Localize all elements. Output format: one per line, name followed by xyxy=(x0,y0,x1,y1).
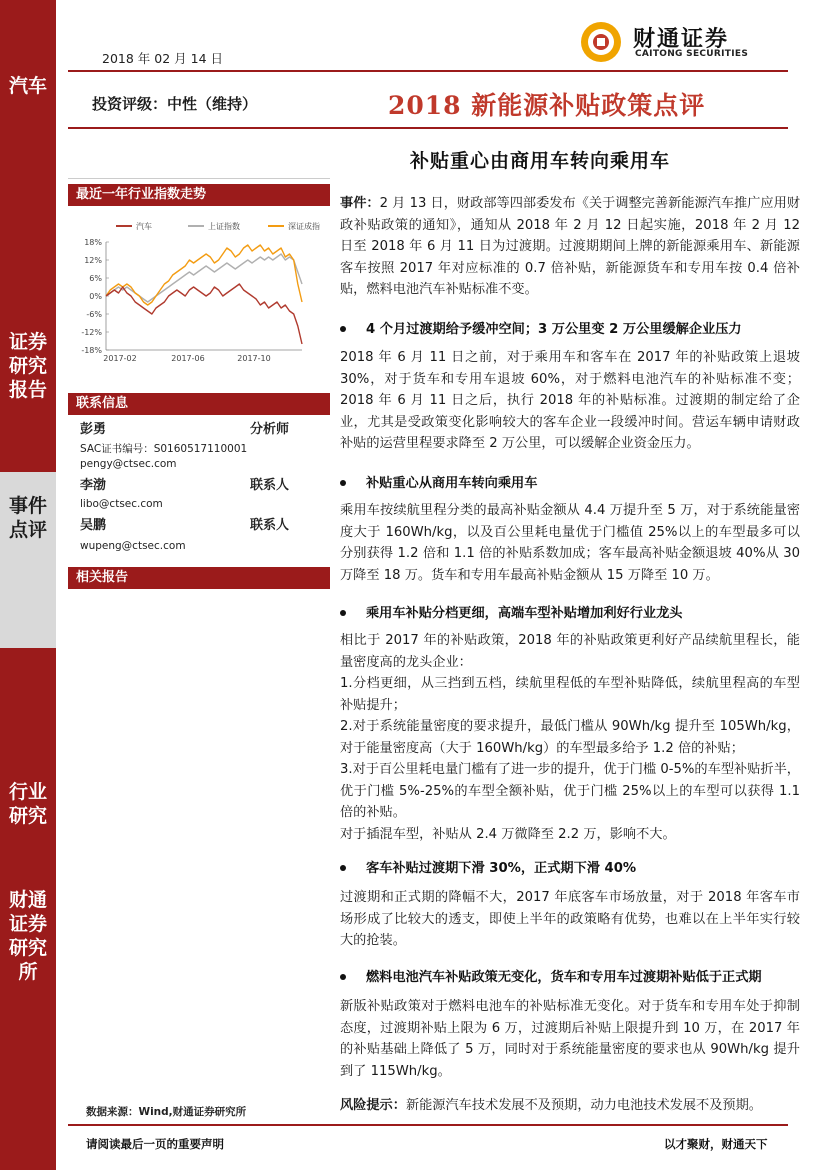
bullet-heading xyxy=(340,472,537,491)
bullet-heading-text: 乘用车补贴分档更细，高端车型补贴增加利好行业龙头 xyxy=(366,606,683,621)
footer-slogan: 以才聚财，财通天下 xyxy=(664,1137,768,1151)
bullet-icon xyxy=(340,865,346,871)
chart-lines xyxy=(106,245,302,344)
risk-paragraph xyxy=(340,1095,800,1117)
paragraph: 2.对于系统能量密度的要求提升，最低门槛从 90Wh/kg 提升至 105Wh/kg，对于能量密度高（大于 160Wh/kg）的车型最多给予 1.2 倍的补贴； xyxy=(340,719,800,756)
bullet-heading-text: 燃料电池汽车补贴政策无变化，货车和专用车过渡期补贴低于正式期 xyxy=(366,970,762,985)
footer-divider xyxy=(68,1124,788,1126)
bullet-icon xyxy=(340,974,346,980)
contact-email[interactable]: libo@ctsec.com xyxy=(80,498,163,510)
x-tick-label: 2017-02 xyxy=(103,354,137,363)
contact-role: 分析师 xyxy=(250,422,290,437)
y-tick-label: 18% xyxy=(84,238,102,247)
header-divider xyxy=(68,70,788,72)
logo-text-en: CAITONG SECURITIES xyxy=(635,49,749,59)
logo-text-cn: 财通证券 xyxy=(633,26,730,52)
paragraph: 乘用车按续航里程分类的最高补贴金额从 4.4 万提升至 5 万，对于系统能量密度大于 160Wh/kg，以及百公里耗电量优于门槛值 25%以上的车型最多可以分别获得 1.2 倍和 1.1 倍的补贴系数加成；客车最高补贴金额退坡 40%从 30 万降至 18 万。货车和专用车最高补贴金额从 15 万降至 10 万。 xyxy=(340,503,800,583)
x-tick-label: 2017-06 xyxy=(171,354,205,363)
sidebar-team: 行业研究 xyxy=(8,781,47,827)
contact-role: 联系人 xyxy=(250,478,290,493)
risk-label: 风险提示： xyxy=(340,1098,406,1113)
paragraph: 2018 年 6 月 11 日之前，对于乘用车和客车在 2017 年的补贴政策上退坡 30%，对于货车和专用车退坡 60%，对于燃料电池汽车的补贴标准不变；2018 年 6 月 11 日之后，执行 2018 年的补贴标准。过渡期的制定给了企业，尤其是受政策变化影响较大的客车企业一段缓冲时间。营运车辆申请财政补贴的运营里程要求降至 2 万公里，可以缓解企业资金压力。 xyxy=(340,350,800,451)
y-tick-label: 0% xyxy=(89,292,102,301)
report-subtitle: 补贴重心由商用车转向乘用车 xyxy=(410,150,671,172)
contact-role: 联系人 xyxy=(250,518,290,533)
contact-sac: SAC证书编号：S0160517110001 xyxy=(80,443,248,455)
paragraph: 1.分档更细，从三挡到五档，续航里程低的车型补贴降低，续航里程高的车型补贴提升； xyxy=(340,676,800,713)
sidebar-report-type: 证券研究报告 xyxy=(8,331,47,401)
contact-section-header: 联系信息 xyxy=(68,393,330,415)
logo-icon xyxy=(579,20,623,64)
paragraph: 过渡期和正式期的降幅不大，2017 年底客车市场放量，对于 2018 年客车市场形成了比较大的透支，即使上半年的政策略有优势，也难以在上半年实行较大的抢装。 xyxy=(340,890,800,948)
series-line-2 xyxy=(106,245,302,305)
legend-label: 深证成指 xyxy=(288,222,320,231)
paragraph: 新版补贴政策对于燃料电池车的补贴标准无变化。对于货车和专用车处于抑制态度，过渡期补贴上限为 6 万，过渡期后补贴上限提升到 10 万，在 2017 年的补贴基础上降低了 5 万，同时对于系统能量密度的要求也从 90Wh/kg 提升到了 115Wh/kg。 xyxy=(340,999,800,1079)
contact-email[interactable]: wupeng@ctsec.com xyxy=(80,540,186,552)
bullet-heading xyxy=(340,318,742,337)
event-label: 事件： xyxy=(340,196,380,211)
y-tick-label: 12% xyxy=(84,256,102,265)
sidebar-category: 事件点评 xyxy=(8,495,47,541)
sidebar-category-box xyxy=(0,472,56,648)
sidebar-institute: 财通证券研究所 xyxy=(8,889,47,983)
bullet-heading-text: 补贴重心从商用车转向乘用车 xyxy=(366,476,538,491)
data-source: 数据来源：Wind,财通证券研究所 xyxy=(86,1106,247,1118)
index-trend-chart xyxy=(70,212,330,372)
event-text: 2 月 13 日，财政部等四部委发布《关于调整完善新能源汽车推广应用财政补贴政策的通知》，通知从 2018 年 2 月 12 日起实施，2018 年 2 月 12 日至 2018 年 6 月 11 日为过渡期。过渡期期间上牌的新能源乘用车、新能源客车按照 2017 年对应标准的 0.7 倍补贴，新能源货车和专用车按 0.4 倍补贴，燃料电池汽车补贴标准不变。 xyxy=(340,196,801,297)
y-tick-label: -18% xyxy=(81,346,102,355)
legend-label: 汽车 xyxy=(136,222,152,231)
paragraph: 相比于 2017 年的补贴政策，2018 年的补贴政策更利好产品续航里程长，能量密度高的龙头企业： xyxy=(340,633,800,670)
bullet-heading xyxy=(340,602,683,621)
event-paragraph xyxy=(340,193,800,301)
investment-rating: 投资评级：中性（维持） xyxy=(92,95,258,113)
chart-section-header: 最近一年行业指数走势 xyxy=(68,184,330,206)
footer-disclaimer: 请阅读最后一页的重要声明 xyxy=(86,1137,224,1151)
sidebar-industry: 汽车 xyxy=(8,75,47,97)
y-tick-label: 6% xyxy=(89,274,102,283)
bullet-heading xyxy=(340,857,636,876)
bullet-heading-text: 4 个月过渡期给予缓冲空间；3 万公里变 2 万公里缓解企业压力 xyxy=(366,322,742,337)
contact-email[interactable]: pengy@ctsec.com xyxy=(80,458,177,470)
related-reports-header: 相关报告 xyxy=(68,567,330,589)
contact-name: 吴鹏 xyxy=(80,518,107,533)
risk-text: 新能源汽车技术发展不及预期，动力电池技术发展不及预期。 xyxy=(405,1098,762,1113)
report-title: 2018 新能源补贴政策点评 xyxy=(388,91,706,120)
report-date: 2018 年 02 月 14 日 xyxy=(102,51,223,66)
y-tick-label: -6% xyxy=(86,310,102,319)
bullet-icon xyxy=(340,610,346,616)
bullet-icon xyxy=(340,480,346,486)
title-divider xyxy=(68,127,788,129)
paragraph: 3.对于百公里耗电量门槛有了进一步的提升，优于门槛 0-5%的车型补贴折半，优于门槛 5%-25%的车型全额补贴，优于门槛 25%以上的车型可以获得 1.1 倍的补贴。 xyxy=(340,762,800,820)
bullet-icon xyxy=(340,326,346,332)
left-top-rule xyxy=(68,178,330,179)
bullet-heading xyxy=(340,966,762,985)
contact-name: 李渤 xyxy=(80,478,107,493)
company-logo xyxy=(579,20,769,64)
contact-name: 彭勇 xyxy=(80,422,107,437)
sidebar xyxy=(0,0,56,1170)
x-tick-label: 2017-10 xyxy=(237,354,271,363)
bullet-heading-text: 客车补贴过渡期下滑 30%，正式期下滑 40% xyxy=(366,861,637,876)
chart-legend xyxy=(116,221,320,231)
paragraph: 对于插混车型，补贴从 2.4 万微降至 2.2 万，影响不大。 xyxy=(340,827,676,842)
legend-label: 上证指数 xyxy=(208,222,240,231)
y-tick-label: -12% xyxy=(81,328,102,337)
